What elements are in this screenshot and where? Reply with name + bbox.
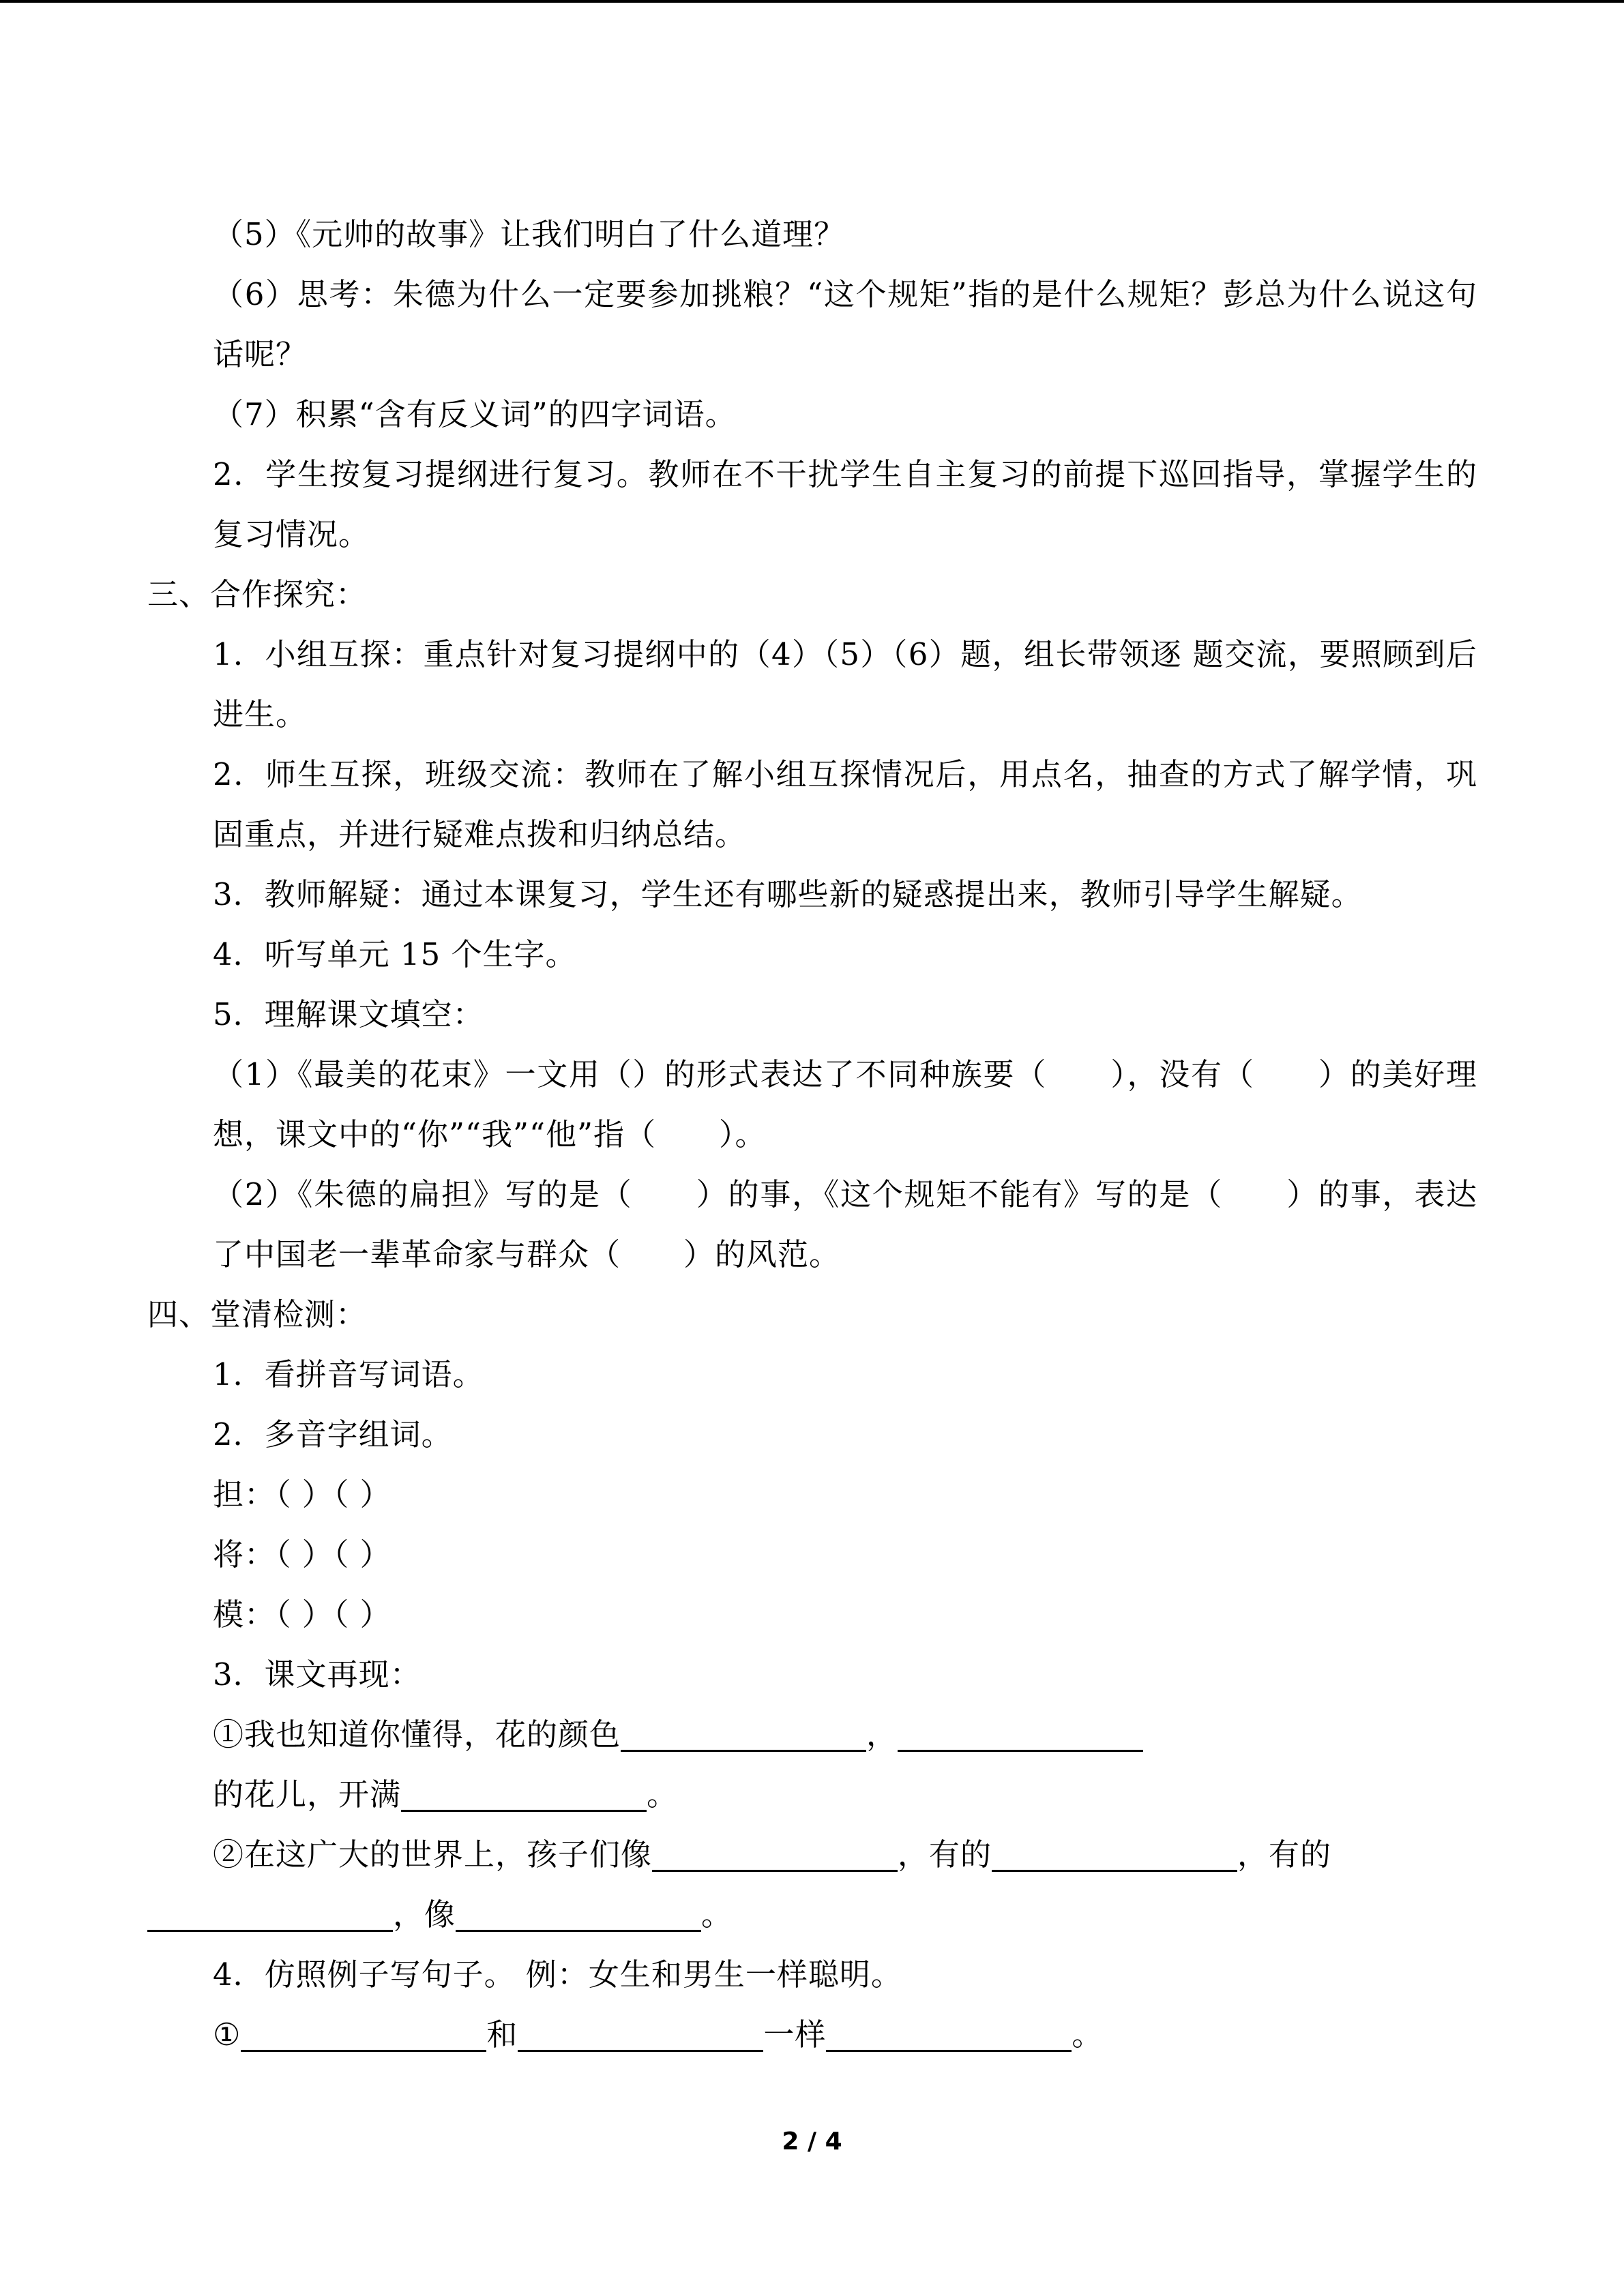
test-3: 3．课文再现： bbox=[213, 1656, 422, 1693]
answer-blank[interactable] bbox=[621, 1714, 866, 1752]
recite-1-text-c: 的花儿，开满 bbox=[213, 1776, 402, 1813]
polyphone-jiang: 将：（ ）（ ） bbox=[213, 1536, 392, 1572]
cooperation-3: 3．教师解疑：通过本课复习，学生还有哪些新的疑惑提出来，教师引导学生解疑。 bbox=[213, 876, 1363, 912]
answer-blank[interactable] bbox=[826, 2014, 1072, 2052]
polyphone-mo: 模：（ ）（ ） bbox=[213, 1596, 392, 1632]
answer-blank[interactable] bbox=[147, 1894, 393, 1932]
recite-1-text-a: ①我也知道你懂得，花的颜色 bbox=[213, 1716, 621, 1753]
imitate-text-a: ① bbox=[213, 2016, 241, 2053]
question-5: （5）《元帅的故事》让我们明白了什么道理？ bbox=[213, 216, 846, 252]
recite-2-text-a: ②在这广大的世界上，孩子们像 bbox=[213, 1836, 653, 1873]
answer-blank[interactable] bbox=[401, 1774, 647, 1812]
imitate-text-d: 。 bbox=[1072, 2016, 1104, 2053]
page-number: 2 / 4 bbox=[782, 2128, 842, 2156]
recite-1-line-2 bbox=[147, 1765, 1477, 1825]
recite-2-text-c: ，有的 bbox=[1237, 1836, 1332, 1873]
fill-blank-1: （1）《最美的花束》一文用（）的形式表达了不同种族要（ ），没有（ ）的美好理想，课文中的“你”“我”“他”指（ ）。 bbox=[213, 1056, 1477, 1152]
cooperation-2: 2．师生互探，班级交流：教师在了解小组互探情况后，用点名，抽查的方式了解学情，巩固重点，并进行疑难点拨和归纳总结。 bbox=[213, 756, 1477, 852]
recite-2-line-1 bbox=[147, 1825, 1477, 1885]
cooperation-1: 1．小组互探：重点针对复习提纲中的（4）（5）（6）题，组长带领逐 题交流，要照顾到后进生。 bbox=[213, 636, 1477, 732]
top-border-line bbox=[0, 0, 1624, 3]
question-7: （7）积累“含有反义词”的四字词语。 bbox=[213, 396, 737, 432]
recite-1-text-b: ， bbox=[866, 1716, 898, 1753]
polyphone-dan: 担：（ ）（ ） bbox=[213, 1476, 392, 1512]
cooperation-5: 5．理解课文填空： bbox=[213, 996, 484, 1032]
recite-2-text-b: ，有的 bbox=[898, 1836, 992, 1873]
answer-blank[interactable] bbox=[456, 1894, 701, 1932]
recite-1-text-d: 。 bbox=[647, 1776, 679, 1813]
question-6: （6）思考：朱德为什么一定要参加挑粮？“这个规矩”指的是什么规矩？彭总为什么说这句话呢？ bbox=[213, 276, 1477, 372]
test-2: 2．多音字组词。 bbox=[213, 1416, 453, 1452]
answer-blank[interactable] bbox=[898, 1714, 1143, 1752]
recite-2-line-2 bbox=[147, 1885, 1477, 1945]
imitate-text-c: 一样 bbox=[763, 2016, 827, 2053]
answer-blank[interactable] bbox=[992, 1834, 1237, 1872]
answer-blank[interactable] bbox=[518, 2014, 763, 2052]
test-1: 1．看拼音写词语。 bbox=[213, 1356, 484, 1392]
recite-2-text-d: ，像 bbox=[393, 1896, 456, 1933]
section-4-heading: 四、堂清检测： bbox=[147, 1296, 368, 1332]
step-2: 2．学生按复习提纲进行复习。教师在不干扰学生自主复习的前提下巡回指导，掌握学生的复习情况。 bbox=[213, 456, 1477, 552]
section-3-heading: 三、合作探究： bbox=[147, 576, 368, 612]
recite-2-text-e: 。 bbox=[701, 1896, 733, 1933]
recite-1-line-1 bbox=[147, 1705, 1477, 1765]
answer-blank[interactable] bbox=[652, 1834, 898, 1872]
cooperation-4: 4．听写单元 15 个生字。 bbox=[213, 936, 577, 972]
fill-blank-2: （2）《朱德的扁担》写的是（ ）的事，《这个规矩不能有》写的是（ ）的事，表达了中国老一辈革命家与群众（ ）的风范。 bbox=[213, 1176, 1477, 1272]
test-4: 4．仿照例子写句子。 例：女生和男生一样聪明。 bbox=[213, 1956, 902, 1993]
imitate-sentence-1 bbox=[147, 2005, 1477, 2065]
imitate-text-b: 和 bbox=[486, 2016, 518, 2053]
answer-blank[interactable] bbox=[241, 2014, 486, 2052]
document-page bbox=[147, 205, 1477, 2065]
